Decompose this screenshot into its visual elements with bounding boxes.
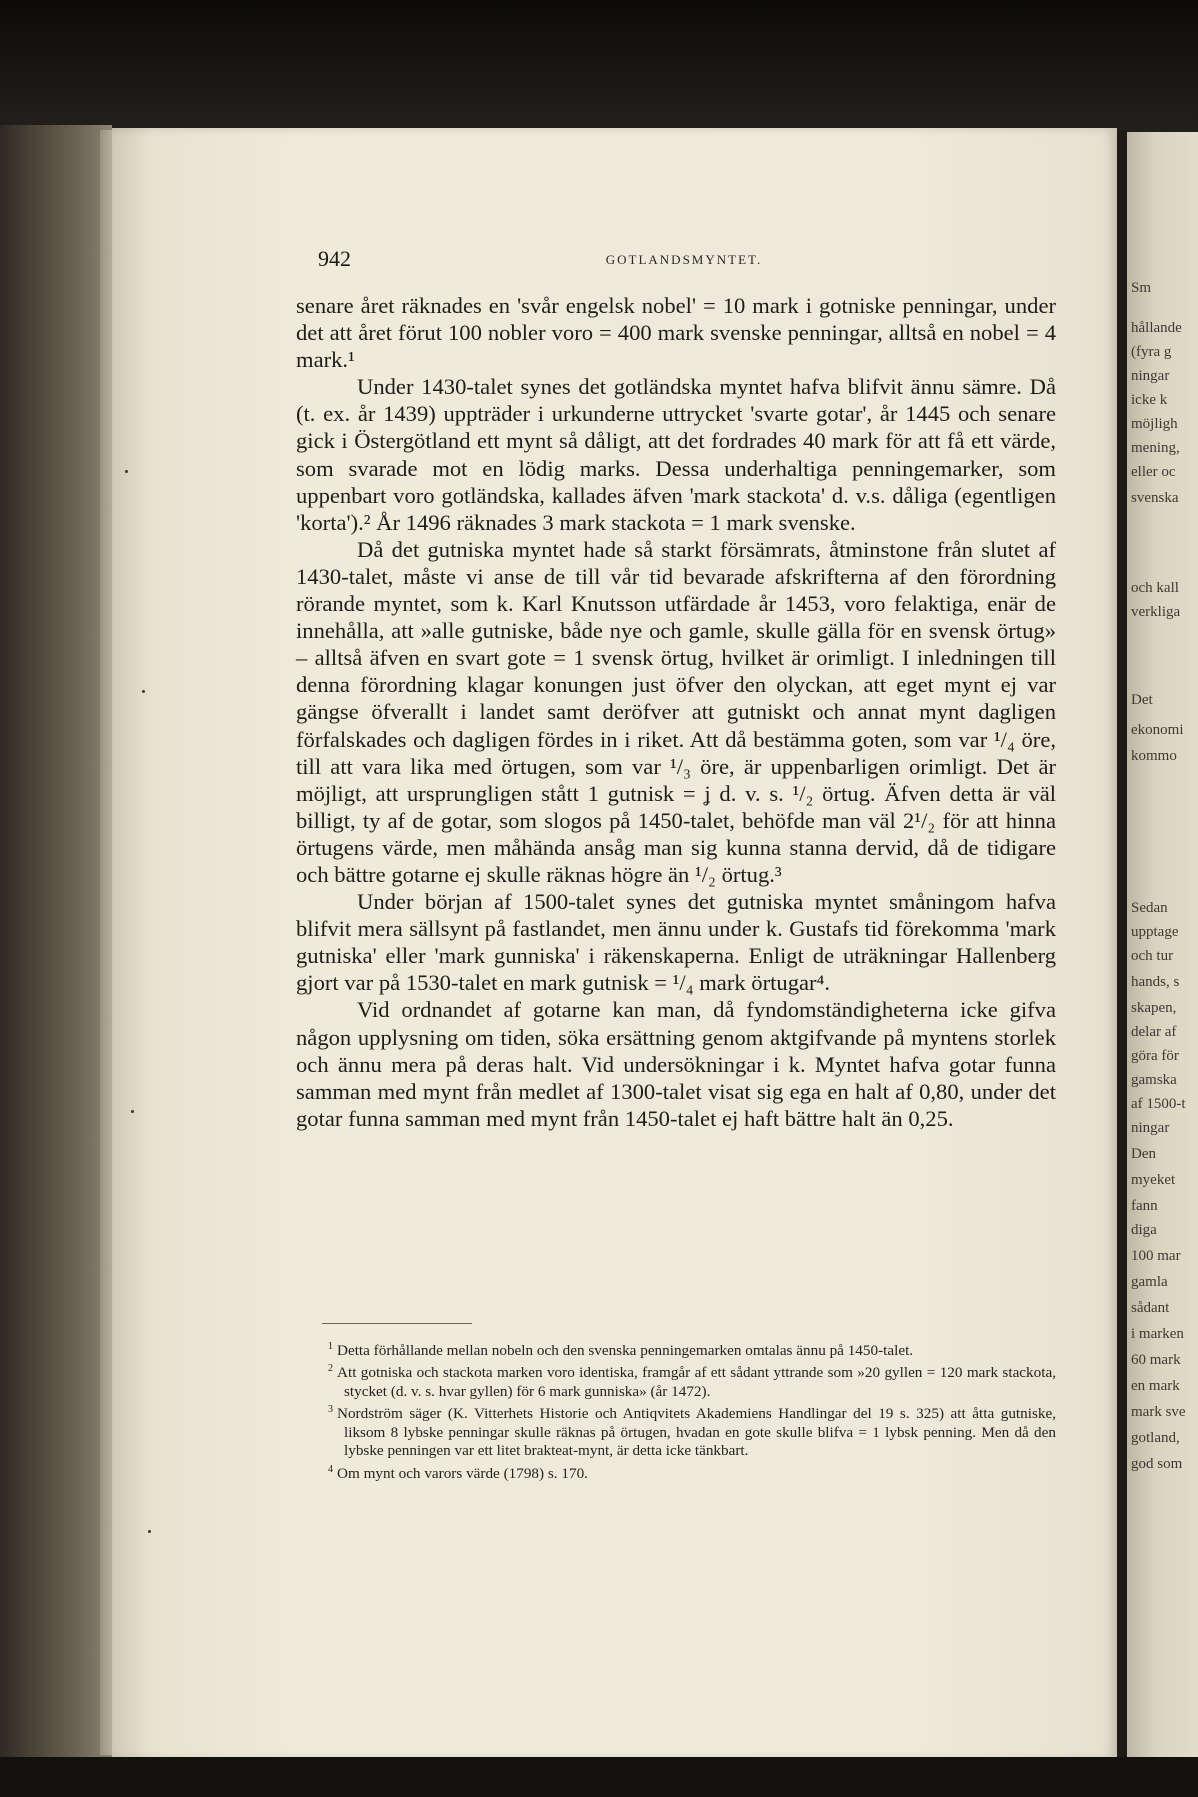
adjacent-page-fragment: verkliga <box>1131 604 1181 620</box>
adjacent-page-fragment: fann <box>1131 1198 1158 1214</box>
adjacent-page-fragment: ekonomi <box>1131 722 1184 738</box>
footnote-text: Att gotniska och stackota marken voro identiska, framgår af ett sådant yttrande som »20 gyllen = 120 mark stackota, stycket (d. v. s. hvar gyllen) för 6 mark gunniska» (år 1472). <box>337 1364 1056 1400</box>
paragraph: Då det gutniska myntet hade så starkt försämrats, åtminstone från slutet af 1430-talet, måste vi anse de till vår tid bevarade afskrifterna af den förordning rörande myntet, som k. Karl Knutsson utfärdade år 1453, voro felaktiga, enär de innehålla, att »alle gutniske, både nye och gamle, skulle gälla för en svensk örtug» – alltså äfven en svart gote = 1 svensk örtug, hvilket är orimligt. I inledningen till denna förordning klagar konungen just öfver den olyckan, att eget mynt ej var gängse öfverallt i landet samt deröfver att gutniskt och annat mynt dagligen förfalskades och dagligen fördes in i riket. Att då bestämma goten, som var ¹/₄ öre, till att vara lika med örtugen, som var ¹/₃ öre, är uppenbarligen orimligt. Det är möjligt, att ursprungligen stått 1 gutnisk = ʝ d. v. s. ¹/₂ örtug. Äfven detta är väl billigt, ty af de gotar, som slogos på 1450-talet, behöfde man väl 2¹/₂ för att hinna örtugens värde, men måhända ansåg man sig kunna stanna dervid, då de tidigare och bättre gotarne ej skulle räknas högre än ¹/₂ örtug.³ <box>296 536 1056 887</box>
paper-speck <box>148 1530 151 1533</box>
footnote-separator <box>322 1323 472 1324</box>
paragraph: Under 1430-talet synes det gotländska myntet hafva blifvit ännu sämre. Då (t. ex. år 1439) uppträder i urkunderne uttrycket 'svarte gotar', år 1445 och senare gick i Östergötland ett mynt så dåligt, att det fordrades 40 mark för att få ett värde, som svarade mot en lödig marks. Dessa underhaltiga penningemarker, som uppenbart voro gotländska, kallades äfven 'mark stackota' d. v.s. dåliga (egentligen 'korta').² År 1496 räknades 3 mark stackota = 1 mark svenske. <box>296 374 1056 535</box>
footnote-text: Detta förhållande mellan nobeln och den svenska penningemarken omtalas ännu på 1450-talet. <box>337 1342 914 1360</box>
footnote-text: Om mynt och varors värde (1798) s. 170. <box>337 1464 588 1482</box>
adjacent-page-fragment: skapen, <box>1131 1000 1177 1016</box>
adjacent-page-fragment: en mark <box>1131 1378 1180 1394</box>
adjacent-page-fragment: Det <box>1131 692 1153 708</box>
adjacent-page-fragment: hållande <box>1131 320 1182 336</box>
adjacent-page-fragment: diga <box>1131 1222 1157 1238</box>
footnote-2 <box>328 1360 1056 1401</box>
adjacent-page-fragment: mark sve <box>1131 1404 1186 1420</box>
footnote-1 <box>328 1338 1056 1360</box>
adjacent-page-fragment: icke k <box>1131 392 1168 408</box>
paragraph: senare året räknades en 'svår engelsk nobel' = 10 mark i gotniske penningar, under det att året förut 100 nobler voro = 400 mark svenske penningar, alltså en nobel = 4 mark.¹ <box>296 293 1056 373</box>
footnote-marker: 2 <box>328 1363 333 1375</box>
scan-bottom-background <box>0 1757 1198 1797</box>
running-title: GOTLANDSMYNTET. <box>605 252 763 267</box>
footnote-marker: 1 <box>328 1341 333 1352</box>
adjacent-page-fragment: gotland, <box>1131 1430 1180 1446</box>
adjacent-page-fragment: möjligh <box>1131 416 1178 432</box>
adjacent-page-fragment: delar af <box>1131 1024 1177 1040</box>
footnote-text: Nordström säger (K. Vitterhets Historie och Antiqvitets Akademiens Handlingar del 19 s. 325) att åtta gutniske, liksom 8 lybske penningar skulle räknas på örtugen, hvadan en gote skulle blifva = 1 lybsk penning. Men då den lybske penningen var ett litet brakteat-mynt, är detta icke tänkbart. <box>337 1405 1056 1460</box>
adjacent-page-edge <box>1127 132 1198 1757</box>
adjacent-page-fragment: Sm <box>1131 280 1152 296</box>
adjacent-page-fragment: 60 mark <box>1131 1352 1181 1368</box>
adjacent-page-fragment: gamska <box>1131 1072 1177 1088</box>
adjacent-page-fragment: af 1500-t <box>1131 1096 1186 1112</box>
footnote-marker: 3 <box>328 1404 333 1416</box>
adjacent-page-fragment: myeket <box>1131 1172 1176 1188</box>
adjacent-page-fragment: (fyra g <box>1131 344 1172 360</box>
book-spine-shadow <box>0 125 112 1765</box>
page-number: 942 <box>318 246 351 271</box>
footnote-marker: 4 <box>328 1463 333 1475</box>
adjacent-page-fragment: och tur <box>1131 948 1174 964</box>
adjacent-page-fragment: och kall <box>1131 580 1179 596</box>
adjacent-page-fragment: hands, s <box>1131 974 1180 990</box>
paper-speck <box>142 690 145 693</box>
paragraph: Vid ordnandet af gotarne kan man, då fyndomständigheterna icke gifva någon upplysning om tiden, söka ersättning genom aktgifvande på myntens storlek och ännu mera på deras halt. Vid undersökningar i k. Myntet hafva gotar funna samman med mynt från medlet af 1300-talet visat sig ega en halt af 0,80, under det gotar funna samman med mynt från 1450-talet ej haft bättre halt än 0,25. <box>296 997 1056 1131</box>
paper-speck <box>131 1110 134 1113</box>
scan-top-background <box>0 0 1198 135</box>
paragraph: Under början af 1500-talet synes det gutniska myntet småningom hafva blifvit mera sällsynt på fastlandet, men ännu under k. Gustafs tid förekomma 'mark gutniska' eller 'mark gunniska' i räkenskaperna. Enligt de uträkningar Hallenberg gjort var på 1530-talet en mark gutnisk = ¹/₄ mark örtugar⁴. <box>296 889 1056 996</box>
page-divider <box>1117 130 1127 1760</box>
adjacent-page-fragment: Den <box>1131 1146 1156 1162</box>
page-header <box>318 246 1050 276</box>
adjacent-page-fragment: kommo <box>1131 748 1177 764</box>
main-text <box>296 292 1056 1132</box>
paper-speck <box>125 470 128 473</box>
adjacent-page-fragment: 100 mar <box>1131 1248 1181 1264</box>
adjacent-page-fragment: gamla <box>1131 1274 1168 1290</box>
adjacent-page-fragment: god som <box>1131 1456 1183 1472</box>
adjacent-page-fragment: sådant <box>1131 1300 1170 1316</box>
adjacent-page-fragment: göra för <box>1131 1048 1179 1064</box>
adjacent-page-fragment: svenska <box>1131 490 1179 506</box>
adjacent-page-fragment: Sedan <box>1131 900 1168 916</box>
footnote-4 <box>328 1461 1056 1483</box>
adjacent-page-fragment: eller oc <box>1131 464 1176 480</box>
adjacent-page-fragment: ningar <box>1131 368 1170 384</box>
footnotes <box>328 1338 1056 1483</box>
adjacent-page-fragment: upptage <box>1131 924 1179 940</box>
adjacent-page-fragment: i marken <box>1131 1326 1184 1342</box>
adjacent-page-fragment: mening, <box>1131 440 1180 456</box>
footnote-3 <box>328 1401 1056 1460</box>
adjacent-page-fragment: ningar <box>1131 1120 1170 1136</box>
